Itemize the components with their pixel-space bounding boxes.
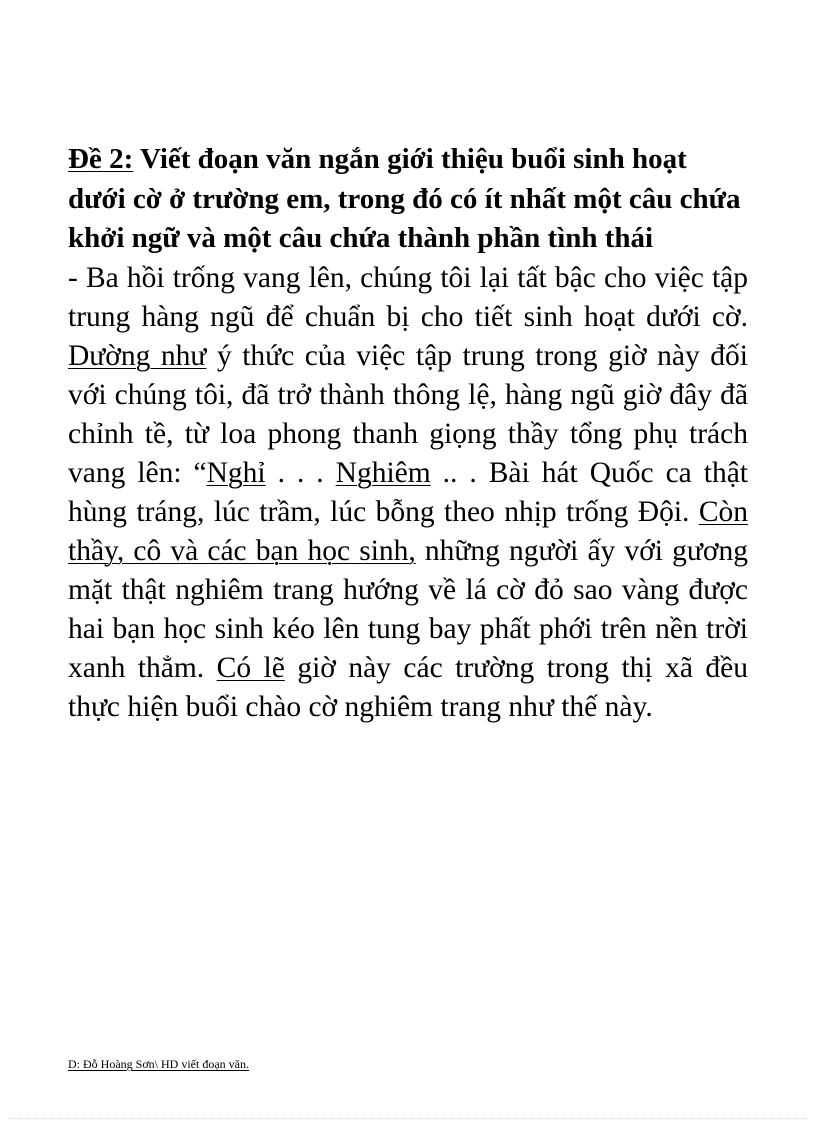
exercise-label: Đề 2: [68,143,134,175]
underlined-phrase: Còn thầy, cô và các bạn học sinh, [68,495,748,567]
page-bottom-divider [8,1118,808,1119]
underlined-phrase: Dường như [68,339,207,372]
document-content [68,140,748,727]
text-run: - Ba hồi trống vang lên, chúng tôi lại tất bậc cho việc tập trung hàng ngũ để chuẩn bị cho tiết sinh hoạt dưới cờ. [68,261,748,333]
text-run: ý thức của việc tập trung trong giờ này đối với chúng tôi, đã trở thành thông lệ, hàng ngũ giờ đây đã chỉnh tề, từ loa phong thanh giọng thầy tổng phụ trách vang lên: “ [68,339,748,489]
underlined-phrase: Nghỉ [206,456,266,489]
exercise-heading [68,140,748,259]
text-run: . . . [265,456,336,489]
text-run: .. . Bài hát Quốc ca thật hùng tráng, lúc trầm, lúc bỗng theo nhịp trống Đội. [68,456,748,528]
underlined-phrase: Nghiêm [335,456,431,489]
answer-paragraph [68,259,748,727]
exercise-prompt: Viết đoạn văn ngắn giới thiệu buổi sinh hoạt dưới cờ ở trường em, trong đó có ít nhất một câu chứa khởi ngữ và một câu chứa thành phần tình thái [68,143,741,254]
text-run: giờ này các trường trong thị xã đều thực hiện buổi chào cờ nghiêm trang như thế này. [68,651,748,723]
footer-path: D: Đỗ Hoàng Sơn\ HD viết đoạn văn. [68,1057,249,1071]
underlined-phrase: Có lẽ [216,651,285,684]
text-run: những người ấy với gương mặt thật nghiêm trang hướng về lá cờ đỏ sao vàng được hai bạn học sinh kéo lên tung bay phất phới trên nền trời xanh thẳm. [68,534,748,684]
